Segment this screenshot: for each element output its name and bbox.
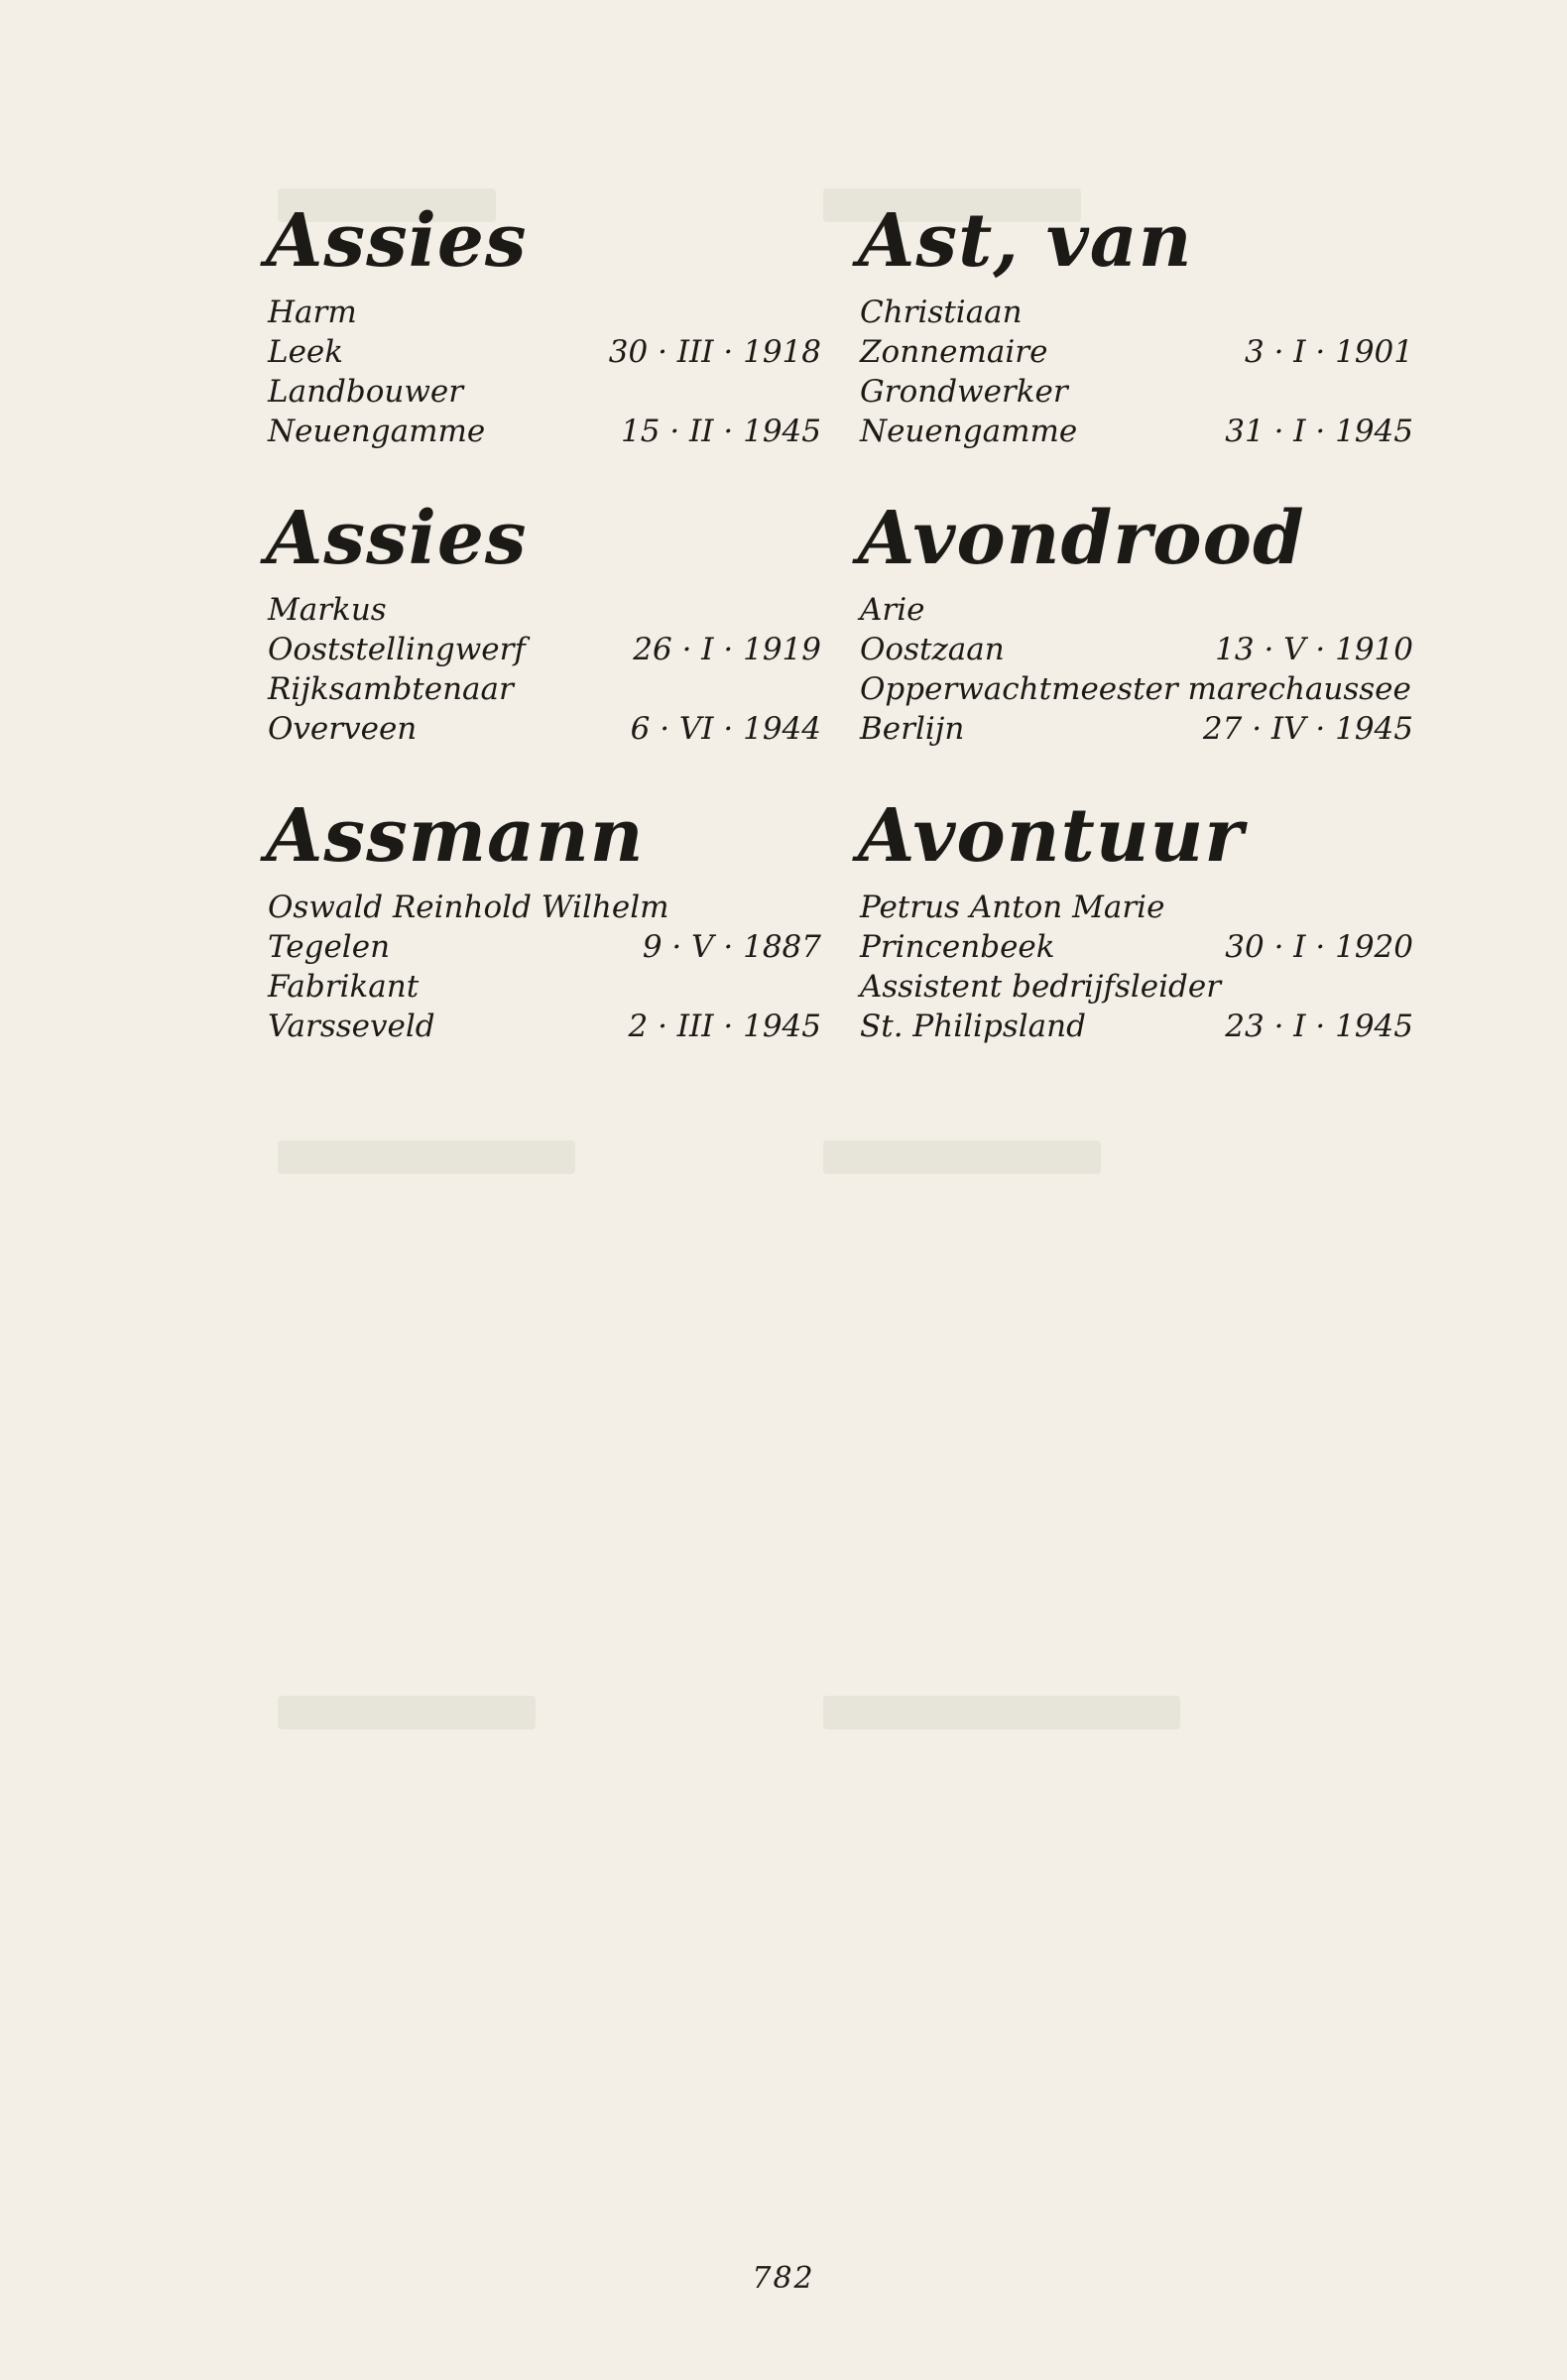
death-date: 31 · I · 1945 (1225, 414, 1413, 449)
occupation: Assistent bedrijfsleider (860, 969, 1222, 1005)
entry-avondrood-arie (858, 491, 1413, 788)
death-date: 15 · II · 1945 (621, 414, 821, 449)
birth-line (266, 332, 821, 372)
left-column (266, 193, 821, 1086)
birth-place: Ooststellingwerf (268, 632, 526, 667)
birth-date: 9 · V · 1887 (642, 929, 821, 965)
occupation: Grondwerker (860, 374, 1068, 410)
death-place: Varsseveld (268, 1009, 435, 1044)
birth-line (266, 927, 821, 967)
death-date: 27 · IV · 1945 (1202, 711, 1413, 747)
death-line (858, 709, 1413, 749)
death-line (858, 412, 1413, 451)
death-line (266, 709, 821, 749)
death-date: 23 · I · 1945 (1225, 1009, 1413, 1044)
entry-assmann-oswald (266, 788, 821, 1086)
birth-date: 26 · I · 1919 (633, 632, 821, 667)
death-place: St. Philipsland (860, 1009, 1086, 1044)
entry-avontuur-petrus (858, 788, 1413, 1086)
occupation-line (266, 372, 821, 412)
birth-place: Zonnemaire (860, 334, 1048, 370)
death-line (266, 412, 821, 451)
occupation: Landbouwer (268, 374, 464, 410)
occupation-line (858, 669, 1413, 709)
death-line (266, 1007, 821, 1046)
birth-date: 30 · III · 1918 (608, 334, 821, 370)
given-names-line (858, 293, 1413, 332)
birth-date: 13 · V · 1910 (1215, 632, 1413, 667)
birth-line (858, 332, 1413, 372)
occupation-line (266, 669, 821, 709)
given-names-line (266, 293, 821, 332)
page-number: 782 (752, 2261, 815, 2296)
right-column (858, 193, 1413, 1086)
entry-ast-van-christiaan (858, 193, 1413, 491)
occupation-line (266, 967, 821, 1007)
occupation: Fabrikant (268, 969, 420, 1005)
given-names: Oswald Reinhold Wilhelm (268, 890, 669, 925)
birth-date: 30 · I · 1920 (1225, 929, 1413, 965)
given-names: Markus (268, 592, 387, 628)
surname: Assmann (266, 793, 645, 879)
birth-place: Oostzaan (860, 632, 1005, 667)
given-names-line (266, 590, 821, 630)
surname: Avondrood (858, 496, 1305, 581)
surname: Assies (266, 198, 528, 284)
entry-assies-markus (266, 491, 821, 788)
given-names-line (858, 888, 1413, 927)
birth-date: 3 · I · 1901 (1245, 334, 1413, 370)
birth-place: Tegelen (268, 929, 391, 965)
death-place: Neuengamme (860, 414, 1078, 449)
birth-place: Leek (268, 334, 344, 370)
occupation-line (858, 967, 1413, 1007)
birth-line (858, 927, 1413, 967)
death-line (858, 1007, 1413, 1046)
birth-line (858, 630, 1413, 669)
given-names-line (266, 888, 821, 927)
death-place: Overveen (268, 711, 418, 747)
death-date: 2 · III · 1945 (628, 1009, 821, 1044)
occupation-line (858, 372, 1413, 412)
death-place: Neuengamme (268, 414, 486, 449)
death-date: 6 · VI · 1944 (630, 711, 821, 747)
entry-assies-harm (266, 193, 821, 491)
birth-place: Princenbeek (860, 929, 1055, 965)
surname: Ast, van (858, 198, 1193, 284)
given-names: Petrus Anton Marie (860, 890, 1165, 925)
death-place: Berlijn (860, 711, 965, 747)
given-names: Christiaan (860, 295, 1023, 330)
given-names: Arie (860, 592, 925, 628)
surname: Assies (266, 496, 528, 581)
given-names-line (858, 590, 1413, 630)
occupation: Opperwachtmeester marechaussee (860, 671, 1411, 707)
birth-line (266, 630, 821, 669)
surname: Avontuur (858, 793, 1245, 879)
occupation: Rijksambtenaar (268, 671, 514, 707)
given-names: Harm (268, 295, 357, 330)
